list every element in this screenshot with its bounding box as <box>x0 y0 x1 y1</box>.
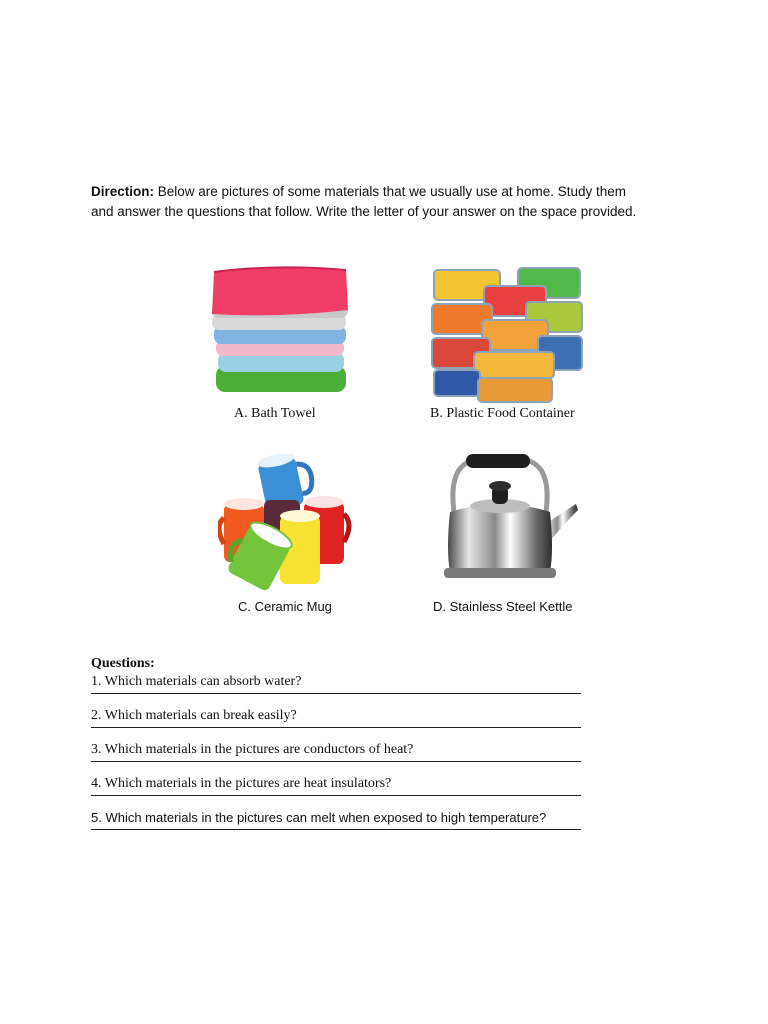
question-5 <box>91 810 591 830</box>
food-container-icon <box>430 266 586 404</box>
answer-line-3[interactable] <box>91 761 581 762</box>
ceramic-mug-icon <box>218 454 352 596</box>
question-4 <box>91 776 591 796</box>
answer-line-4[interactable] <box>91 795 581 796</box>
caption-bath-towel: A. Bath Towel <box>234 406 316 421</box>
question-2-text: 2. Which materials can break easily? <box>91 708 297 723</box>
question-1 <box>91 674 591 694</box>
answer-line-5[interactable] <box>91 829 581 830</box>
questions-heading: Questions: <box>91 656 155 671</box>
question-3 <box>91 742 591 762</box>
direction-label: Direction: <box>91 184 155 199</box>
questions-section <box>91 656 591 844</box>
direction-paragraph <box>91 182 651 222</box>
question-1-text: 1. Which materials can absorb water? <box>91 674 302 689</box>
question-2 <box>91 708 591 728</box>
towel-stack-icon <box>206 262 352 400</box>
caption-stainless-steel-kettle: D. Stainless Steel Kettle <box>433 599 573 614</box>
question-3-text: 3. Which materials in the pictures are conductors of heat? <box>91 742 414 757</box>
caption-ceramic-mug: C. Ceramic Mug <box>238 599 332 614</box>
question-4-text: 4. Which materials in the pictures are heat insulators? <box>91 776 392 791</box>
direction-text: Below are pictures of some materials that we usually use at home. Study them and answer the questions that follow. Write the letter of your answer on the space provided. <box>91 184 637 219</box>
answer-line-1[interactable] <box>91 693 581 694</box>
answer-line-2[interactable] <box>91 727 581 728</box>
kettle-icon <box>440 452 580 582</box>
question-5-text: 5. Which materials in the pictures can melt when exposed to high temperature? <box>91 810 547 825</box>
caption-plastic-food-container: B. Plastic Food Container <box>430 406 575 421</box>
